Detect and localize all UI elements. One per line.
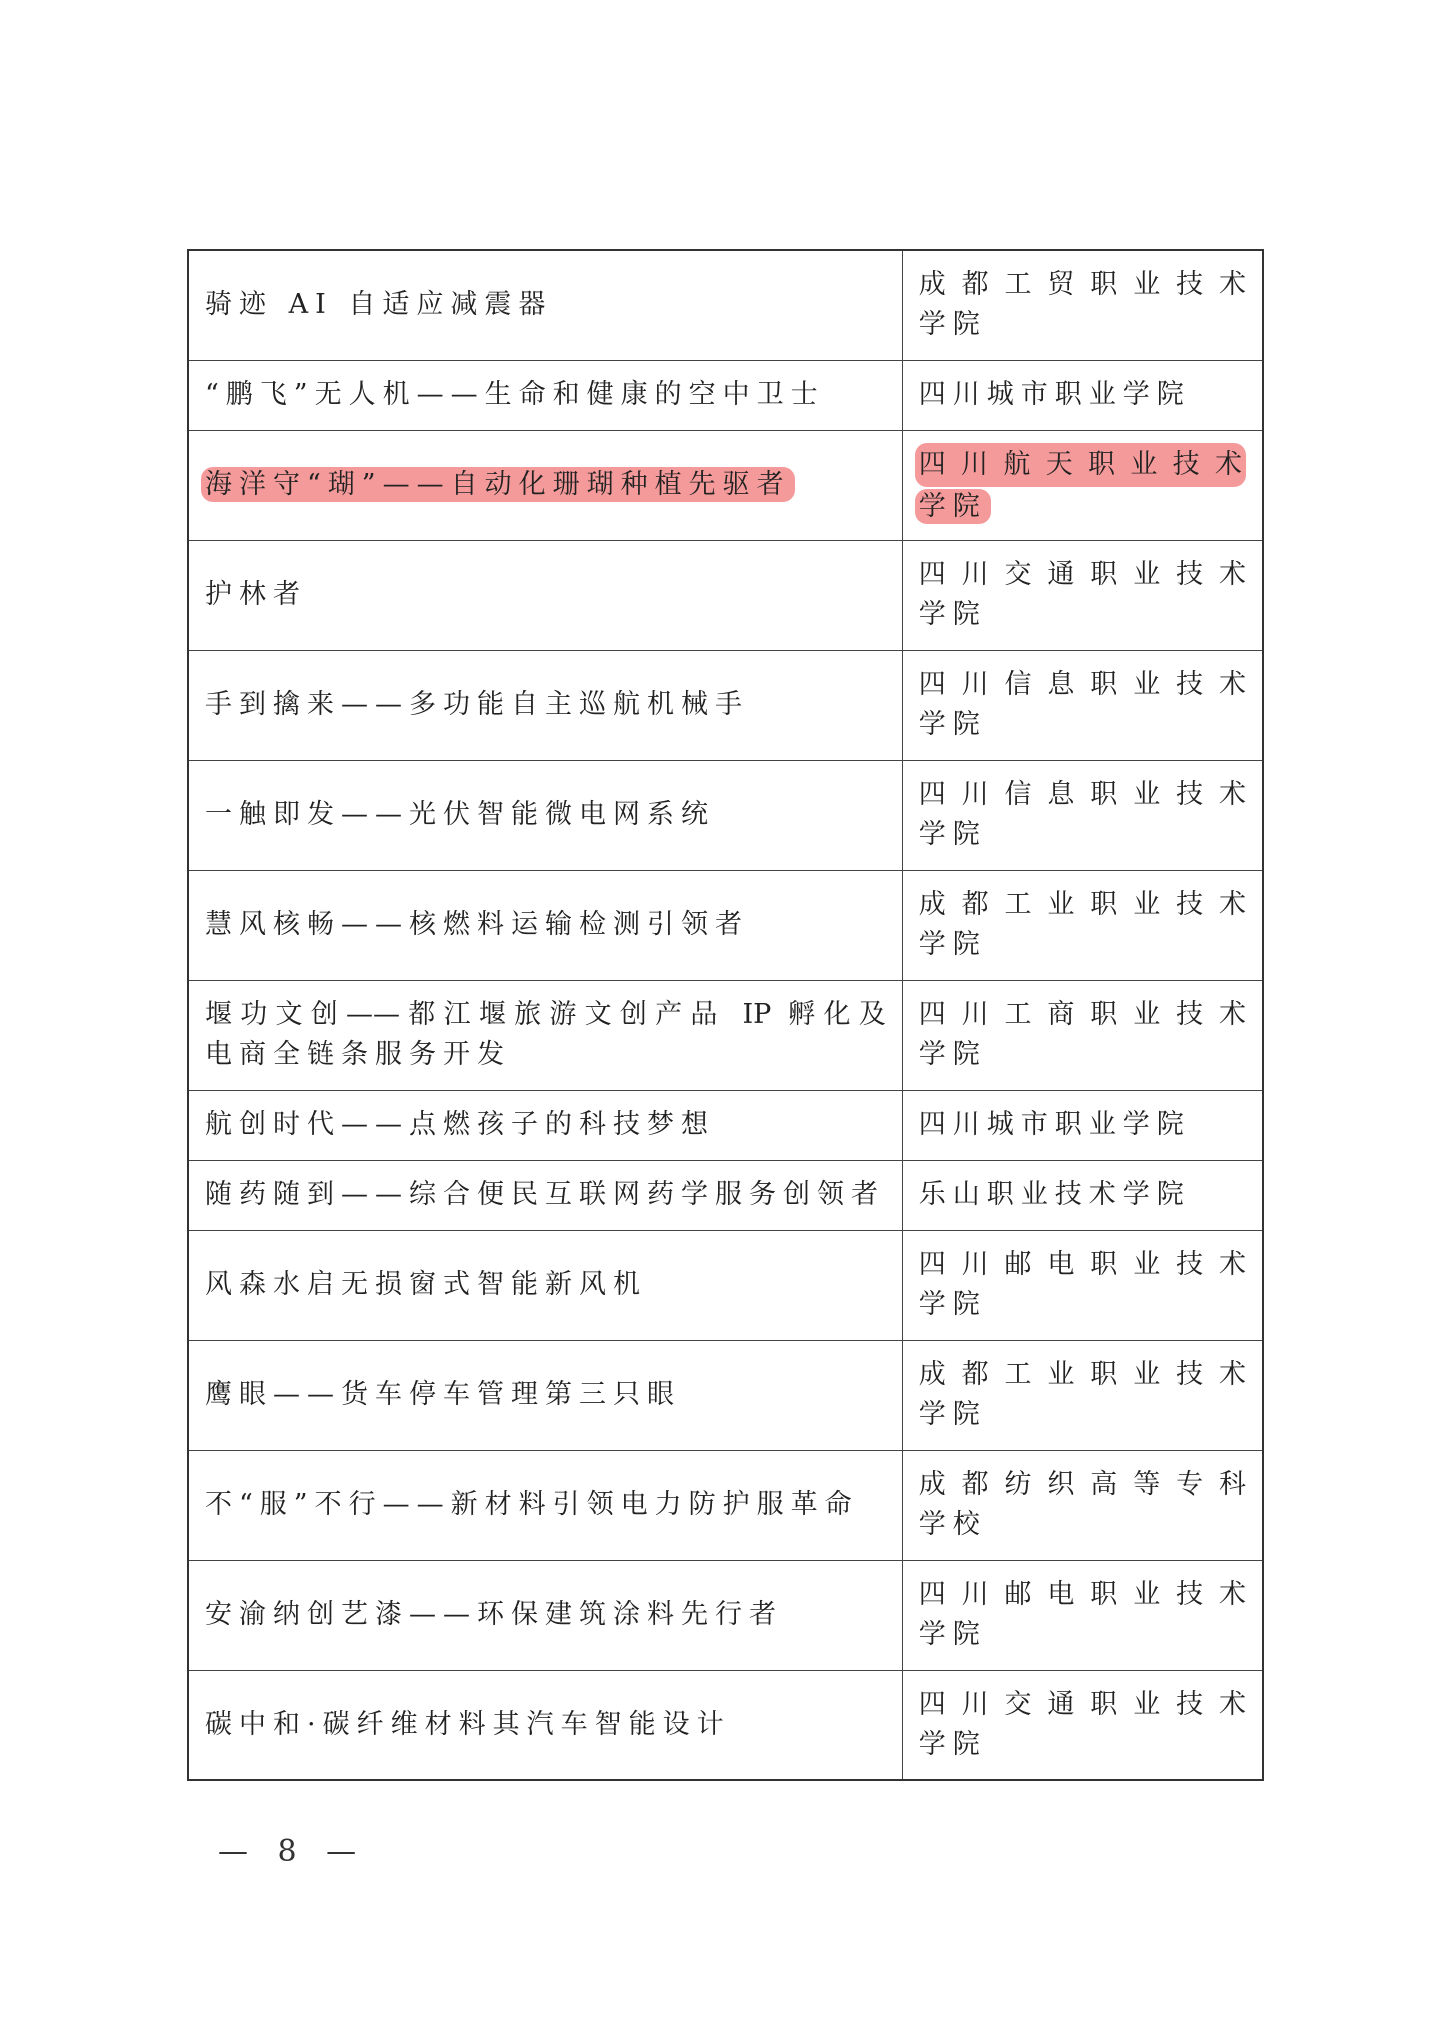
text: 四川城市职业学院 (918, 1109, 1191, 1140)
project-name-cell (188, 360, 902, 430)
project-name (205, 995, 886, 1035)
school-name (919, 705, 1246, 745)
project-name (205, 375, 886, 415)
school-name-cell (902, 980, 1263, 1090)
school-name (919, 885, 1246, 925)
school-name-cell (902, 760, 1263, 870)
project-name-cell (188, 870, 902, 980)
school-name (919, 1575, 1246, 1615)
school-name (919, 1245, 1246, 1285)
project-name (205, 1035, 886, 1075)
school-name-cell (902, 1160, 1263, 1230)
school-name (919, 1105, 1246, 1145)
project-name (205, 465, 886, 505)
school-name-cell (902, 250, 1263, 360)
text: 学院 (918, 1399, 987, 1430)
project-name-cell (188, 650, 902, 760)
school-name (919, 1035, 1246, 1075)
school-name (919, 665, 1246, 705)
table-row (188, 1670, 1263, 1780)
school-name (919, 555, 1246, 595)
text: 学院 (918, 929, 987, 960)
table-row (188, 1160, 1263, 1230)
school-name (919, 305, 1246, 345)
project-name (205, 1595, 886, 1635)
school-name (919, 775, 1246, 815)
project-name (205, 1485, 886, 1525)
school-name (919, 1685, 1246, 1725)
project-name-cell (188, 1670, 902, 1780)
text: 四川交通职业技术 (918, 559, 1246, 590)
school-name (919, 1285, 1246, 1325)
school-name (919, 265, 1246, 305)
text: 四川邮电职业技术 (918, 1579, 1246, 1610)
table-row (188, 1230, 1263, 1340)
school-name-cell (902, 1670, 1263, 1780)
text: 学院 (918, 1289, 987, 1320)
school-name (919, 1465, 1246, 1505)
project-name (205, 905, 886, 945)
text: 碳中和·碳纤维材料其汽车智能设计 (205, 1708, 731, 1740)
text: 乐山职业技术学院 (918, 1179, 1191, 1210)
highlighted-text: 四川航天职业技术 (915, 443, 1246, 487)
project-name (205, 1105, 886, 1145)
school-name-cell (902, 1560, 1263, 1670)
text: 鹰眼——货车停车管理第三只眼 (205, 1379, 681, 1410)
project-name-cell (188, 540, 902, 650)
text: 骑迹 AI 自适应减震器 (205, 289, 553, 321)
text: 学院 (918, 819, 987, 850)
project-name-cell (188, 1560, 902, 1670)
project-name-cell (188, 1340, 902, 1450)
text: 四川工商职业技术 (918, 999, 1246, 1030)
table-row (188, 430, 1263, 540)
project-name-cell (188, 980, 902, 1090)
school-name (919, 1725, 1246, 1765)
table-row (188, 1340, 1263, 1450)
project-name (205, 1705, 886, 1745)
text: 四川交通职业技术 (918, 1688, 1246, 1720)
school-name (919, 1355, 1246, 1395)
school-name-cell (902, 1090, 1263, 1160)
school-name-cell (902, 870, 1263, 980)
text: 安渝纳创艺漆——环保建筑涂料先行者 (205, 1599, 783, 1630)
school-name-cell (902, 360, 1263, 430)
text: 不“服”不行——新材料引领电力防护服革命 (205, 1489, 859, 1520)
school-name (919, 443, 1246, 487)
table-row (188, 980, 1263, 1090)
project-name (205, 795, 886, 835)
text: 手到擒来——多功能自主巡航机械手 (205, 689, 749, 720)
text: 一触即发——光伏智能微电网系统 (205, 799, 715, 830)
project-name (205, 685, 886, 725)
school-name (919, 1615, 1246, 1655)
school-name-cell (902, 540, 1263, 650)
text: 四川信息职业技术 (918, 669, 1246, 700)
table-row (188, 650, 1263, 760)
text: 四川邮电职业技术 (918, 1249, 1246, 1280)
text: 航创时代——点燃孩子的科技梦想 (205, 1109, 715, 1140)
school-name (919, 1395, 1246, 1435)
text: 成都工业职业技术 (918, 1359, 1246, 1390)
project-name (205, 1375, 886, 1415)
project-name-cell (188, 430, 902, 540)
text: 学院 (918, 1728, 987, 1760)
text: 护林者 (205, 579, 307, 610)
text: 四川城市职业学院 (918, 379, 1191, 410)
text: 电商全链条服务开发 (205, 1039, 511, 1070)
text: 学校 (918, 1509, 987, 1540)
school-name (919, 925, 1246, 965)
school-name-cell (902, 1230, 1263, 1340)
text: 风森水启无损窗式智能新风机 (205, 1269, 647, 1300)
school-name (919, 995, 1246, 1035)
school-name (919, 1505, 1246, 1545)
table-row (188, 250, 1263, 360)
table-row (188, 870, 1263, 980)
school-name-cell (902, 1450, 1263, 1560)
project-name-cell (188, 1230, 902, 1340)
project-name-cell (188, 1160, 902, 1230)
project-name-cell (188, 760, 902, 870)
school-name (919, 375, 1246, 415)
text: 学院 (918, 309, 987, 341)
text: 四川信息职业技术 (918, 779, 1246, 810)
award-table (187, 249, 1264, 1781)
school-name-cell (902, 430, 1263, 540)
text: 成都工贸职业技术 (918, 269, 1246, 301)
project-name-cell (188, 1090, 902, 1160)
table-row (188, 760, 1263, 870)
school-name (919, 487, 1246, 527)
school-name (919, 815, 1246, 855)
text: 学院 (918, 1619, 987, 1650)
highlighted-text: 学院 (915, 489, 991, 524)
table-row (188, 1560, 1263, 1670)
text: 学院 (918, 1039, 987, 1070)
text: 成都纺织高等专科 (918, 1469, 1246, 1500)
project-name-cell (188, 1450, 902, 1560)
school-name-cell (902, 1340, 1263, 1450)
project-name (205, 1175, 886, 1215)
table-row (188, 540, 1263, 650)
table-row (188, 360, 1263, 430)
school-name (919, 595, 1246, 635)
school-name-cell (902, 650, 1263, 760)
project-name-cell (188, 250, 902, 360)
project-name (205, 575, 886, 615)
highlighted-text: 海洋守“瑚”——自动化珊瑚种植先驱者 (201, 467, 795, 502)
text: “鹏飞”无人机——生命和健康的空中卫士 (205, 379, 825, 410)
page-number: — 8 — (218, 1834, 367, 1869)
text: 堰功文创——都江堰旅游文创产品 IP 孵化及 (205, 999, 886, 1030)
school-name (919, 1175, 1246, 1215)
text: 学院 (918, 709, 987, 740)
table-row (188, 1450, 1263, 1560)
text: 慧风核畅——核燃料运输检测引领者 (205, 909, 749, 940)
text: 学院 (918, 599, 987, 630)
text: 随药随到——综合便民互联网药学服务创领者 (205, 1179, 885, 1210)
project-name (205, 1265, 886, 1305)
table-row (188, 1090, 1263, 1160)
project-name (205, 285, 886, 325)
text: 成都工业职业技术 (918, 889, 1246, 920)
